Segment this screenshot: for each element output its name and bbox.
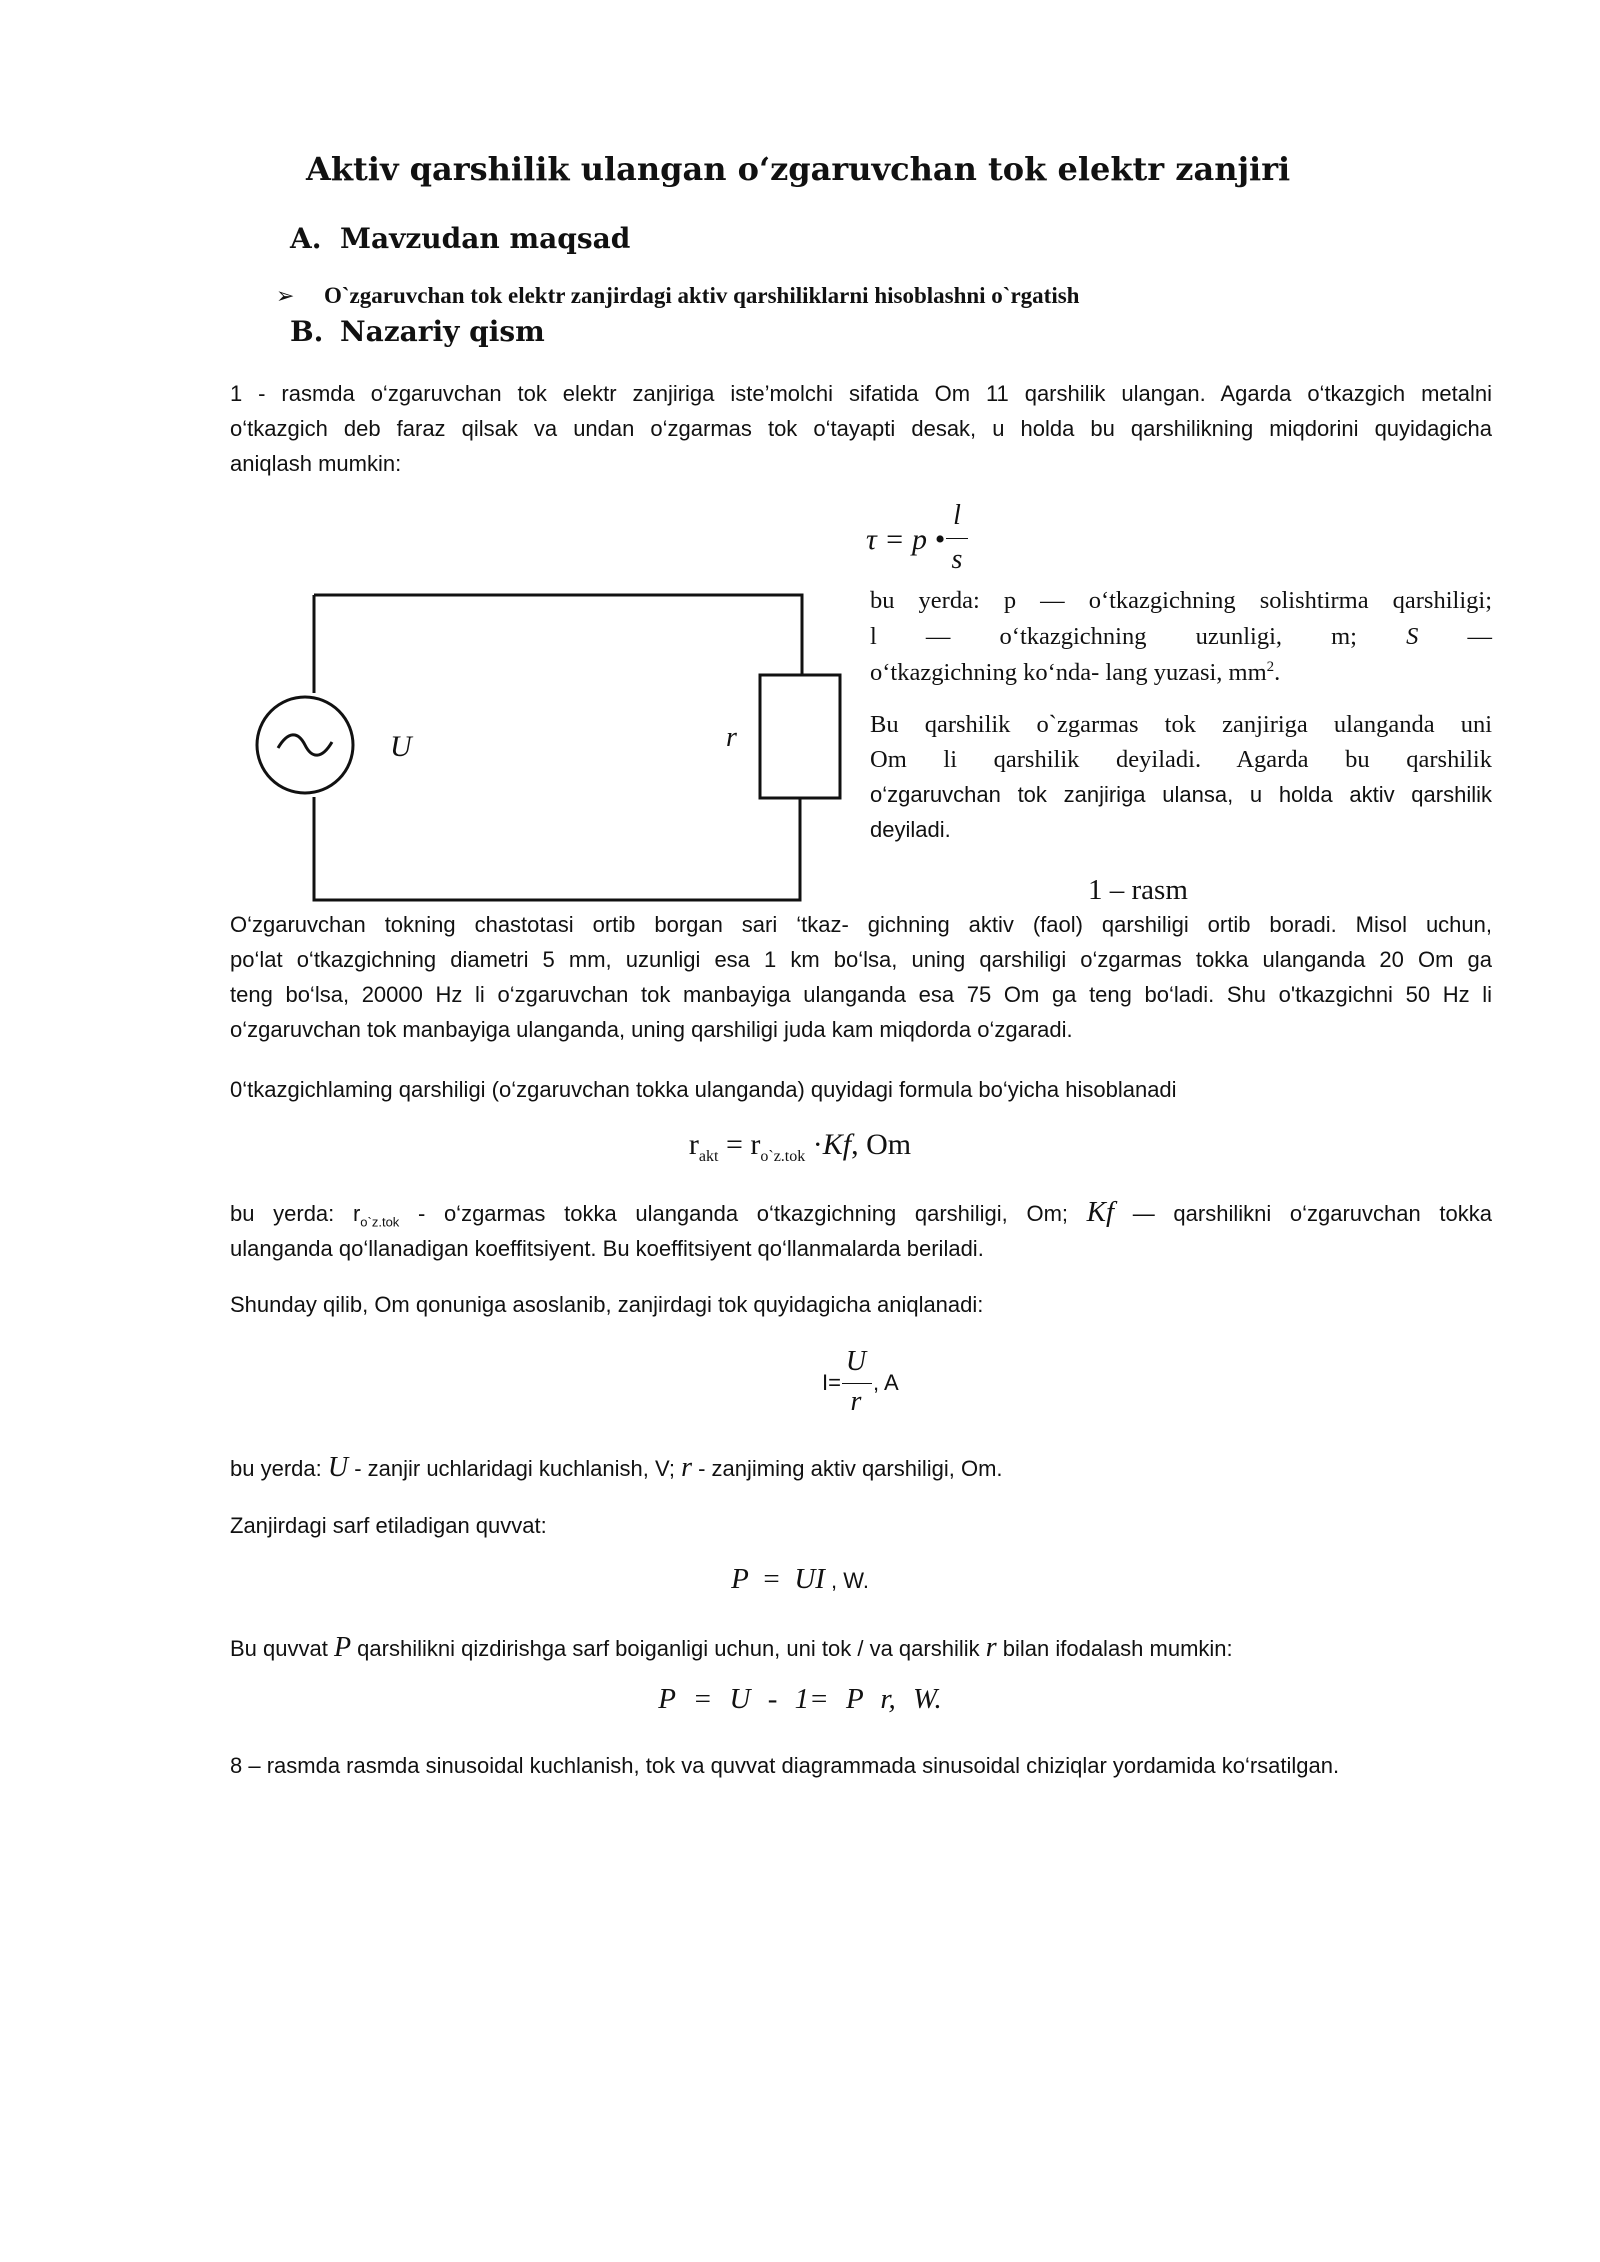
arrow-bullet-icon: ➢	[276, 284, 295, 309]
coefficient-symbol: Kf	[1086, 1196, 1115, 1228]
ac-resistance-formula	[0, 1128, 1600, 1165]
resistance-formula-numerator: l	[953, 500, 961, 531]
coefficient-paragraph	[230, 1195, 1492, 1266]
power-symbol: P	[333, 1632, 352, 1663]
formula-operator: ·	[805, 1128, 823, 1161]
source-voltage-label: U	[390, 730, 412, 763]
note-line-3: o‘zgaruvchan tok zanjiriga ulansa, u holda aktiv qarshilik	[870, 782, 1492, 807]
explanation-word: uzunligi,	[1195, 623, 1283, 650]
current-formula-fraction-bar	[842, 1383, 872, 1384]
resistor-label: r	[726, 722, 737, 753]
figure-caption: 1 – rasm	[1088, 874, 1188, 906]
explanation-line-1: bu yerda: p — o‘tkazgichning solishtirma qarshiligi;	[870, 587, 1492, 614]
formula-intro-paragraph: 0‘tkazgichlaming qarshiligi (o‘zgaruvchan tokka ulanganda) quyidagi formula bo‘yicha hisoblanadi	[230, 1077, 1177, 1102]
explanation-word: o‘tkazgichning	[999, 623, 1147, 650]
explanation-l: l	[870, 623, 877, 650]
frequency-line-4: o‘zgaruvchan tok manbayiga ulanganda, uning qarshiligi juda kam miqdorda o‘zgaradi.	[230, 1017, 1073, 1042]
text: qarshilikni qizdirishga sarf boiganligi uchun, uni tok / va qarshilik	[351, 1636, 986, 1661]
formula-explanation	[870, 583, 1492, 691]
section-b-heading	[290, 315, 545, 348]
intro-line-3: aniqlash mumkin:	[230, 451, 402, 476]
note-line-4: deyiladi.	[870, 817, 951, 842]
section-a-title: Mavzudan maqsad	[340, 222, 631, 255]
frequency-paragraph	[230, 907, 1492, 1047]
current-formula-numerator: U	[845, 1346, 867, 1377]
text: bu yerda: r	[230, 1201, 361, 1226]
figure-reference-paragraph: 8 – rasmda rasmda sinusoidal kuchlanish, tok va quvvat diagrammada sinusoidal chiziqlar yordamida ko‘rsatilgan.	[230, 1753, 1340, 1778]
text: - zanjiming aktiv qarshiligi, Om.	[692, 1456, 1003, 1481]
formula-subscript: o`z.tok	[760, 1148, 806, 1165]
explanation-dash: —	[1467, 623, 1492, 650]
superscript: 2	[1266, 658, 1275, 675]
formula-symbol: = r	[718, 1128, 761, 1161]
explanation-unit: m;	[1331, 623, 1357, 650]
variables-paragraph	[230, 1450, 1492, 1486]
intro-paragraph	[230, 376, 1492, 481]
section-a-heading	[290, 222, 630, 255]
ohm-law-paragraph: Shunday qilib, Om qonuniga asoslanib, zanjirdagi tok quyidagicha aniqlanadi:	[230, 1292, 984, 1317]
resistance-formula-denominator: s	[951, 544, 963, 575]
frequency-line-2: po‘lat o‘tkazgichning diametri 5 mm, uzunligi esa 1 km bo‘lsa, uning qarshiligi o‘zgarmas tokka ulanganda 20 Om ga	[230, 947, 1492, 972]
section-b-title: Nazariy qism	[340, 315, 545, 348]
explanation-line-2	[870, 619, 1492, 655]
explanation-line-3	[870, 655, 1492, 691]
intro-line-1: 1 - rasmda o‘zgaruvchan tok elektr zanjiriga iste’molchi sifatida Om 11 qarshilik ulangan. Agarda o‘tkazgich metalni	[230, 381, 1492, 406]
power-expression: P = UI	[731, 1563, 825, 1595]
resistance-symbol: r	[985, 1632, 997, 1663]
text: bilan ifodalash mumkin:	[996, 1636, 1233, 1661]
resistance-formula-fraction-bar	[946, 538, 968, 539]
text: Bu quvvat	[230, 1636, 334, 1661]
current-formula-unit: , A	[873, 1370, 899, 1395]
coefficient-line-2: ulanganda qo‘llanadigan koeffitsiyent. Bu koeffitsiyent qo‘llanmalarda beriladi.	[230, 1236, 984, 1261]
resistance-symbol: r	[681, 1452, 692, 1483]
explanation-dash: —	[925, 623, 951, 650]
voltage-symbol: U	[327, 1452, 349, 1483]
formula-unit: , Om	[851, 1128, 912, 1161]
explanation-text: o‘tkazgichning ko‘nda- lang yuzasi, mm	[870, 659, 1267, 686]
formula-symbol: r	[688, 1128, 699, 1161]
formula-subscript: akt	[698, 1148, 719, 1165]
section-a-letter: A.	[290, 222, 322, 255]
power-unit: , W.	[824, 1568, 869, 1593]
current-formula-lhs: I=	[822, 1370, 841, 1395]
text: bu yerda:	[230, 1456, 328, 1481]
sine-wave-icon	[278, 735, 332, 755]
formula-coefficient: Kf	[822, 1128, 852, 1161]
dc-resistance-note	[870, 707, 1492, 777]
circuit-diagram	[240, 585, 860, 905]
note-line-2: Om li qarshilik deyiladi. Agarda bu qarshilik	[870, 746, 1492, 773]
resistor-rect	[760, 675, 840, 798]
circuit-bottom-wire	[314, 797, 800, 900]
objective-bullet	[276, 283, 1079, 309]
power-expanded-formula: P = U - 1= P r, W.	[658, 1683, 942, 1715]
intro-line-2: o‘tkazgich deb faraz qilsak va undan o‘zgarmas tok o‘tayapti desak, u holda bu qarshilikning miqdorini quyidagicha	[230, 416, 1492, 441]
text: — qarshilikni o‘zgaruvchan tokka	[1114, 1201, 1492, 1226]
text: - o‘zgarmas tokka ulanganda o‘tkazgichning qarshiligi, Om;	[399, 1201, 1087, 1226]
page-title: Aktiv qarshilik ulangan o‘zgaruvchan tok elektr zanjiri	[306, 150, 1291, 188]
current-formula-denominator: r	[850, 1386, 862, 1417]
power-heating-paragraph	[230, 1630, 1492, 1666]
circuit-top-wire	[314, 595, 802, 675]
explanation-s: S	[1406, 623, 1419, 650]
ac-resistance-note	[870, 777, 1492, 847]
text: - zanjir uchlaridagi kuchlanish, V;	[348, 1456, 682, 1481]
coefficient-line-1	[230, 1195, 1492, 1231]
objective-text: O`zgaruvchan tok elektr zanjirdagi aktiv qarshiliklarni hisoblashni o`rgatish	[324, 283, 1080, 308]
frequency-line-1: O‘zgaruvchan tokning chastotasi ortib borgan sari ‘tkaz- gichning aktiv (faol) qarshiligi ortib boradi. Misol uchun,	[230, 912, 1492, 937]
resistance-formula-lhs: τ = p •	[866, 523, 945, 556]
frequency-line-3: teng bo‘lsa, 20000 Hz li o‘zgaruvchan tok manbayiga ulanganda esa 75 Om ga teng bo‘ladi. Shu o'tkazgichni 50 Hz li	[230, 982, 1492, 1007]
period: .	[1274, 659, 1281, 686]
power-intro-paragraph: Zanjirdagi sarf etiladigan quvvat:	[230, 1513, 547, 1538]
subscript: o`z.tok	[360, 1214, 400, 1230]
power-formula	[0, 1563, 1600, 1596]
note-line-1: Bu qarshilik o`zgarmas tok zanjiriga ulanganda uni	[870, 711, 1492, 738]
section-b-letter: B.	[290, 315, 324, 348]
